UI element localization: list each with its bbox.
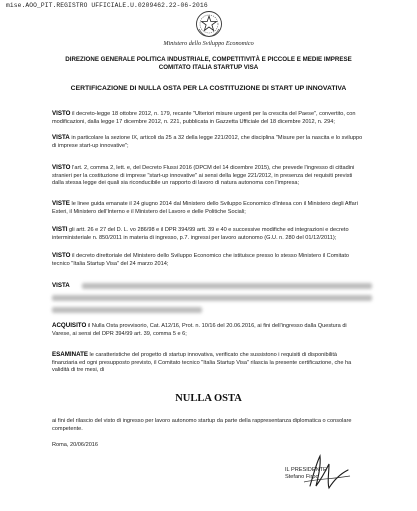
paragraph-esaminate: ESAMINATE le caratteristiche del progetto di startup innovativa, verificato che sussistono i requisiti di disponibilità finanziaria ed ogni presupposto previsto, il Comitato tecnico "Italia Startup Visa" rilascia la presente certificazione, che ha validità di tre mesi, di bbox=[52, 351, 352, 374]
paragraph-visti: VISTI gli artt. 26 e 27 del D. L. vo 286/98 e il DPR 394/99 artt. 39 e 40 e successive modifiche ed integrazioni e decreto interministeriale n. 850/2011 in materia di ingresso, p.7. ingressi per lavoro autonomo (G.U. n. 280 del 01/12/2011); bbox=[52, 226, 349, 241]
nulla-osta-heading: NULLA OSTA bbox=[175, 393, 242, 404]
paragraph-vista-1: VISTA in particolare la sezione IX, articoli da 25 a 32 della legge 221/2012, che disciplina "Misure per la nascita e lo sviluppo di imprese start-up innovative"; bbox=[52, 134, 363, 149]
date-line: Roma, 20/06/2016 bbox=[52, 442, 99, 448]
italian-emblem-icon bbox=[194, 9, 224, 39]
committee-heading: COMITATO ITALIA STARTUP VISA bbox=[158, 64, 259, 71]
redacted-text-line bbox=[82, 283, 372, 289]
paragraph-acquisito: ACQUISITO il Nulla Osta provvisorio, Cat. A12/16, Prot. n. 10/16 del 20.06.2016, ai fini dell'ingresso dalla Questura di Varese, ai sensi del DPR 394/99 art. 39, comma 5 e 6; bbox=[52, 322, 347, 337]
signatory-role: IL PRESIDENTE bbox=[285, 467, 327, 473]
paragraph-visto-1: VISTO il decreto-legge 18 ottobre 2012, n. 179, recante "Ulteriori misure urgenti per la crescita del Paese", convertito, con modificazioni, dalla legge 17 dicembre 2012, n. 221, pubblicata in Gazzetta Ufficiale del 18 dicembre 2012, n. 294; bbox=[52, 110, 356, 125]
closing-paragraph: ai fini del rilascio del visto di ingresso per lavoro autonomo startup da parte della rappresentanza diplomatica o consolare competente. bbox=[52, 418, 352, 432]
paragraph-visto-2: VISTO l'art. 2, comma 2, lett. e, del Decreto Flussi 2016 (DPCM del 14 dicembre 2015), che prevede l'ingresso di cittadini stranieri per la costituzione di imprese "start-up innovative" ai sensi della legge 221/2012, in presenza dei requisiti previsti dalla stessa legge dei quali sia riconducibile un rapporto di lavoro di natura autonoma con l'impresa; bbox=[52, 164, 355, 187]
redacted-text-line bbox=[52, 295, 372, 301]
signatory-block bbox=[285, 467, 327, 481]
directorate-heading: DIREZIONE GENERALE POLITICA INDUSTRIALE, COMPETITIVITÀ E PICCOLE E MEDIE IMPRESE bbox=[65, 56, 352, 63]
ministry-name: Ministero dello Sviluppo Economico bbox=[163, 40, 254, 47]
protocol-stamp: mise.AOO_PIT.REGISTRO UFFICIALE.U.0209462.22-06-2016 bbox=[6, 2, 208, 9]
paragraph-visto-3: VISTO il decreto direttoriale del Ministero dello Sviluppo Economico che istituisce presso lo stesso Ministero il Comitato tecnico "Italia Startup Visa" del 24 marzo 2014; bbox=[52, 252, 350, 267]
signatory-name: Stefano Firpo bbox=[285, 474, 319, 480]
paragraph-viste: VISTE le linee guida emanate il 24 giugno 2014 dal Ministero dello Sviluppo Economico d'intesa con il Ministero degli Affari Esteri, il Ministero dell'Interno e il Ministero del Lavoro e delle Politiche Sociali; bbox=[52, 200, 358, 215]
paragraph-vista-redacted: VISTA bbox=[52, 282, 70, 289]
redacted-text-line bbox=[52, 307, 202, 313]
document-title: CERTIFICAZIONE DI NULLA OSTA PER LA COSTITUZIONE DI START UP INNOVATIVA bbox=[70, 85, 347, 92]
